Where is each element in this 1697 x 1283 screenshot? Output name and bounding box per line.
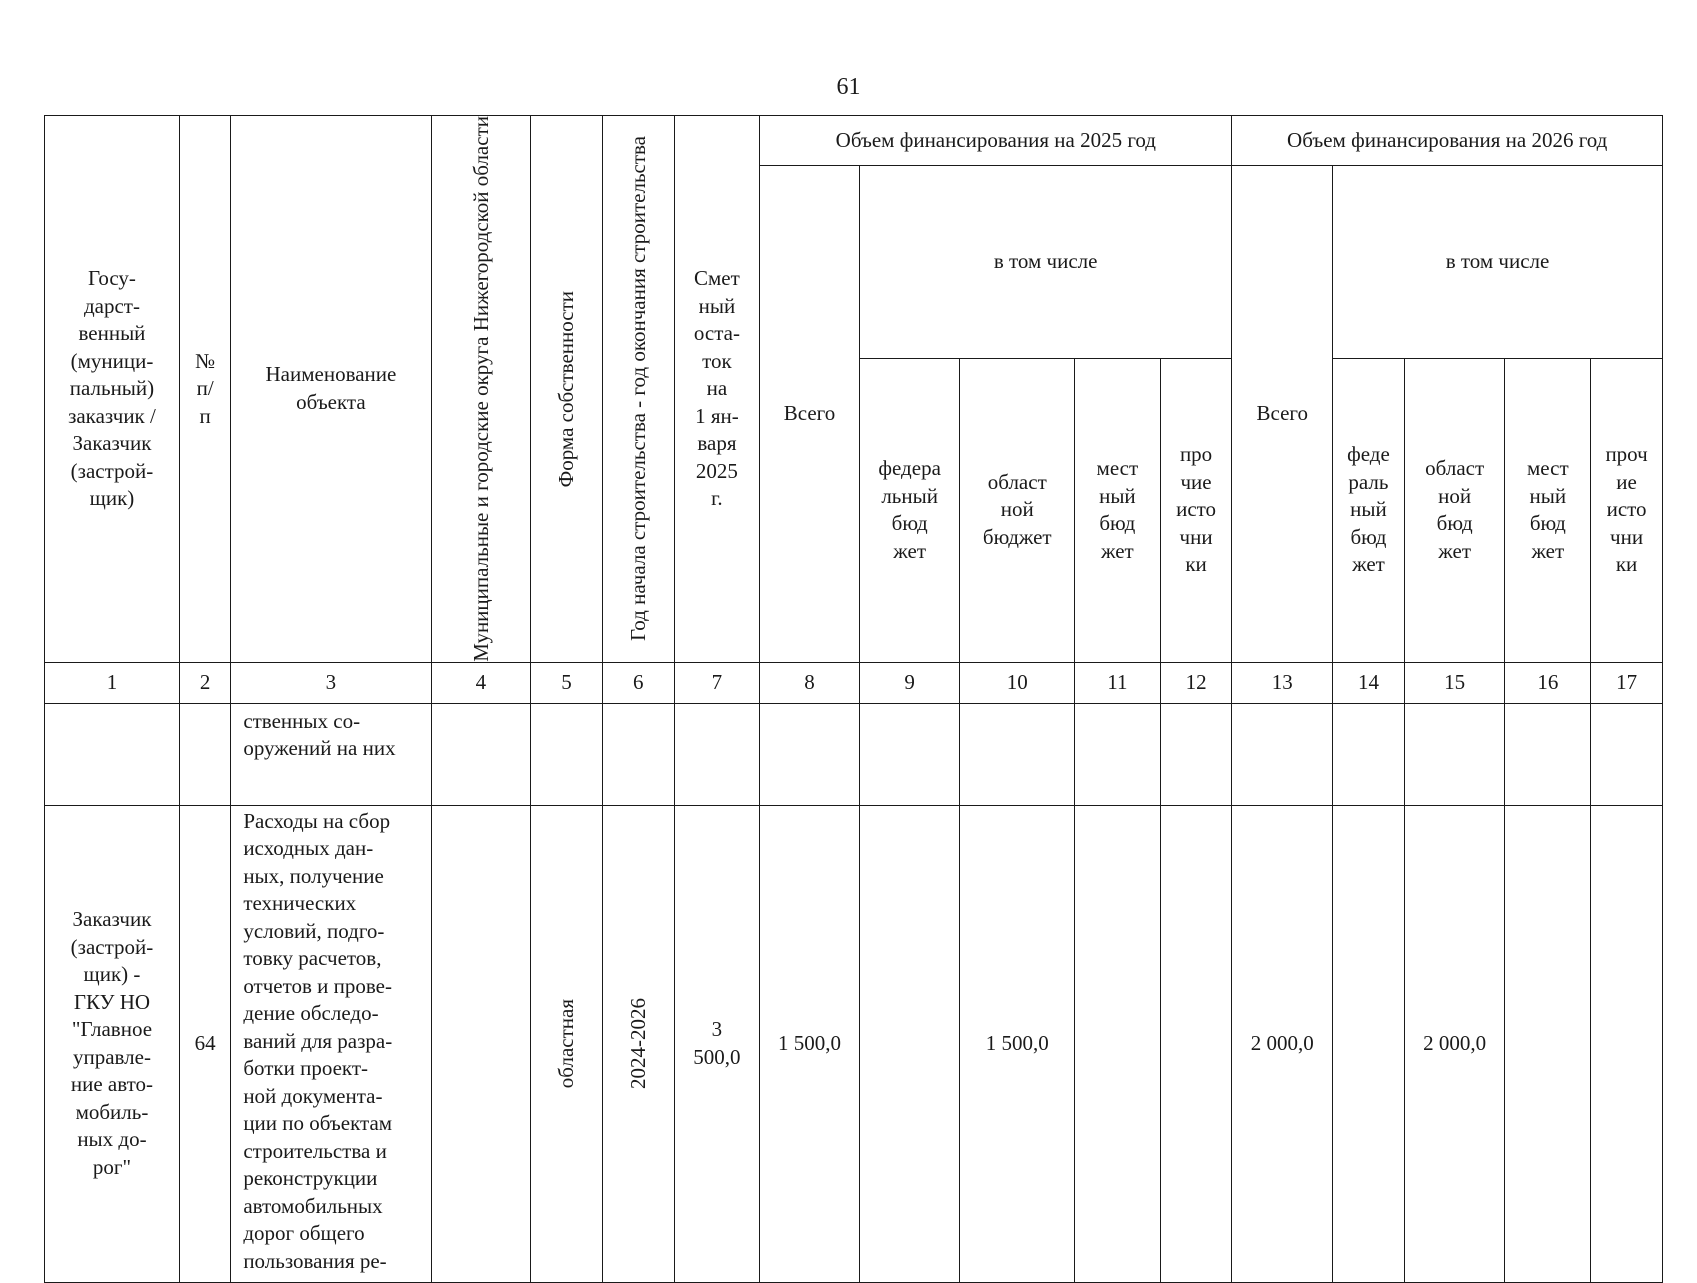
- row-local-2025: [1075, 805, 1161, 1282]
- financing-table: [44, 115, 1663, 1283]
- cell-empty: [1591, 703, 1663, 805]
- row-customer: Заказчик (застрой- щик) - ГКУ НО "Главное управле- ние авто- мобиль- ных до- рог": [45, 805, 180, 1282]
- cell-empty: [674, 703, 760, 805]
- cell-empty: [859, 703, 960, 805]
- column-number: 5: [531, 662, 603, 703]
- cell-empty: [1232, 703, 1333, 805]
- page-number: 61: [836, 74, 861, 100]
- column-numbers-row: [45, 662, 1663, 703]
- row-ownership-value: областная: [554, 999, 579, 1089]
- column-number: 6: [602, 662, 674, 703]
- column-number: 13: [1232, 662, 1333, 703]
- cell-empty: [602, 703, 674, 805]
- header-group-2026: Объем финансирования на 2026 год: [1232, 116, 1663, 166]
- column-number: 10: [960, 662, 1075, 703]
- cell-empty: [760, 703, 860, 805]
- row-years-value: 2024-2026: [626, 998, 651, 1090]
- row-regional-2025: 1 500,0: [960, 805, 1075, 1282]
- header-row-1: [45, 116, 1663, 166]
- column-number: 7: [674, 662, 760, 703]
- header-number: № п/ п: [179, 116, 230, 663]
- header-years: [602, 116, 674, 663]
- cell-empty: [431, 703, 531, 805]
- header-object-name: Наименование объекта: [231, 116, 431, 663]
- row-remainder: 3 500,0: [674, 805, 760, 1282]
- cell-empty: [1333, 703, 1405, 805]
- cell-empty: [45, 703, 180, 805]
- continuation-row: [45, 703, 1663, 805]
- header-municipal-label: Муниципальные и городские округа Нижегородской области: [468, 116, 493, 662]
- row-federal-2025: [859, 805, 960, 1282]
- row-ownership: [531, 805, 603, 1282]
- header-regional-2025: област ной бюджет: [960, 358, 1075, 662]
- column-number: 15: [1404, 662, 1505, 703]
- header-federal-2025: федера льный бюд жет: [859, 358, 960, 662]
- row-total-2026: 2 000,0: [1232, 805, 1333, 1282]
- column-number: 3: [231, 662, 431, 703]
- column-number: 11: [1075, 662, 1161, 703]
- cell-empty: [179, 703, 230, 805]
- row-years: [602, 805, 674, 1282]
- header-regional-2026: област ной бюд жет: [1404, 358, 1505, 662]
- header-customer: Госу- дарст- венный (муници- пальный) заказчик / Заказчик (застрой- щик): [45, 116, 180, 663]
- column-number: 17: [1591, 662, 1663, 703]
- header-municipal: [431, 116, 531, 663]
- header-total-2025: Всего: [760, 166, 860, 663]
- header-remainder: Смет ный оста- ток на 1 ян- варя 2025 г.: [674, 116, 760, 663]
- header-including-2025: в том числе: [859, 166, 1232, 359]
- cell-empty: [531, 703, 603, 805]
- cell-empty: [1505, 703, 1591, 805]
- column-number: 16: [1505, 662, 1591, 703]
- column-number: 9: [859, 662, 960, 703]
- row-object-name: Расходы на сбор исходных дан- ных, получение технических условий, подго- товку расчетов, отчетов и прове- дение обследо- ваний для разра- ботки проект- ной документа- ции по объектам строительства и реконструкции автомобильных дорог общего пользования ре-: [231, 805, 431, 1282]
- column-number: 8: [760, 662, 860, 703]
- header-total-2026: Всего: [1232, 166, 1333, 663]
- table-row-64: [45, 805, 1663, 1282]
- row-other-2026: [1591, 805, 1663, 1282]
- header-ownership-label: Форма собственности: [554, 290, 579, 488]
- header-years-label: Год начала строительства - год окончания строительства: [626, 136, 651, 642]
- column-number: 14: [1333, 662, 1405, 703]
- row-regional-2026: 2 000,0: [1404, 805, 1505, 1282]
- header-local-2025: мест ный бюд жет: [1075, 358, 1161, 662]
- header-including-2026: в том числе: [1333, 166, 1663, 359]
- column-number: 1: [45, 662, 180, 703]
- row-total-2025: 1 500,0: [760, 805, 860, 1282]
- cell-empty: [1075, 703, 1161, 805]
- header-group-2025: Объем финансирования на 2025 год: [760, 116, 1232, 166]
- row-other-2025: [1160, 805, 1232, 1282]
- row-municipal: [431, 805, 531, 1282]
- header-federal-2026: феде раль ный бюд жет: [1333, 358, 1405, 662]
- row-number: 64: [179, 805, 230, 1282]
- continuation-object-name: ственных со- оружений на них: [231, 703, 431, 805]
- column-number: 12: [1160, 662, 1232, 703]
- column-number: 4: [431, 662, 531, 703]
- cell-empty: [1404, 703, 1505, 805]
- column-number: 2: [179, 662, 230, 703]
- header-other-2026: проч ие исто чни ки: [1591, 358, 1663, 662]
- cell-empty: [960, 703, 1075, 805]
- cell-empty: [1160, 703, 1232, 805]
- header-local-2026: мест ный бюд жет: [1505, 358, 1591, 662]
- header-other-2025: про чие исто чни ки: [1160, 358, 1232, 662]
- header-ownership: [531, 116, 603, 663]
- row-federal-2026: [1333, 805, 1405, 1282]
- row-local-2026: [1505, 805, 1591, 1282]
